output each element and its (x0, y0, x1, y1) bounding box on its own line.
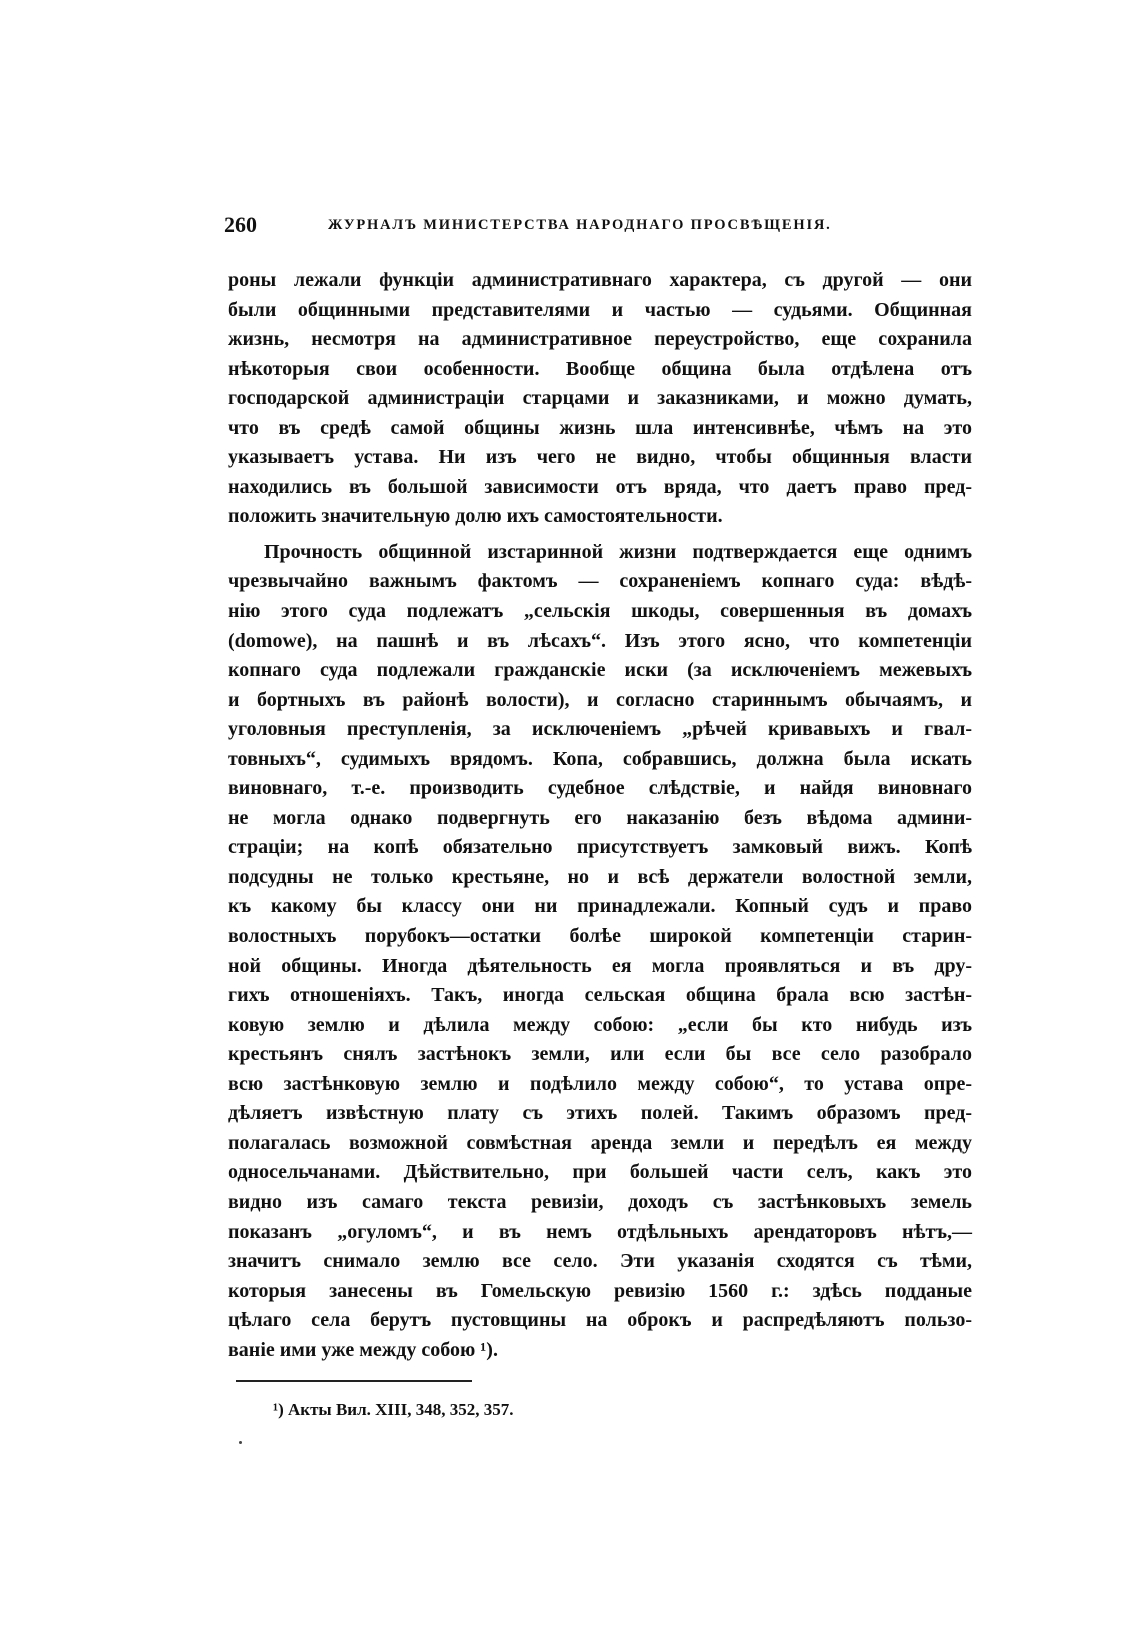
text-line: виновнаго, т.-е. производить судебное слѣдствіе, и найдя виновнаго (228, 777, 972, 800)
text-line: жизнь, несмотря на административное переустройство, еще сохранила (228, 328, 972, 351)
text-line: господарской администраціи старцами и заказниками, и можно думать, (228, 387, 972, 410)
text-line: нію этого суда подлежатъ „сельскія шкоды, совершенныя въ домахъ (228, 600, 972, 623)
text-line: всю застѣнковую землю и подѣлило между собою“, то устава опре- (228, 1072, 972, 1095)
text-line: роны лежали функціи административнаго характера, съ другой — они (228, 269, 972, 291)
text-line: чрезвычайно важнымъ фактомъ — сохраненіемъ копнаго суда: вѣдѣ- (228, 570, 972, 593)
body-text (228, 266, 972, 1365)
footnote-rule (236, 1380, 472, 1382)
text-line: находились въ большой зависимости отъ вряда, что даетъ право пред- (228, 475, 972, 498)
text-line: уголовныя преступленія, за исключеніемъ „рѣчей кривавыхъ и гвал- (228, 718, 972, 741)
text-line: односельчанами. Дѣйствительно, при большей части селъ, какъ это (228, 1161, 972, 1184)
text-line: гихъ отношеніяхъ. Такъ, иногда сельская община брала всю застѣн- (228, 984, 972, 1007)
text-line: которыя занесены въ Гомельскую ревизію 1560 г.: здѣсь поддaные (228, 1279, 972, 1302)
text-line: крестьянъ снялъ застѣнокъ земли, или если бы все село разобрало (228, 1043, 972, 1066)
text-line: (domowe), на пашнѣ и въ лѣсахъ“. Изъ этого ясно, что компетенціи (228, 629, 972, 652)
page-number: 260 (224, 212, 257, 237)
page-header (224, 212, 974, 242)
paragraph-1 (228, 266, 972, 532)
text-line: страціи; на копѣ обязательно присутствуетъ замковый вижъ. Копѣ (228, 836, 972, 859)
text-line: копнаго суда подлежали гражданскіе иски (за исключеніемъ межевыхъ (228, 659, 972, 682)
text-line: видно изъ самаго текста ревизіи, доходъ съ застѣнковыхъ земель (228, 1190, 972, 1213)
text-line: положить значительную долю ихъ самостоятельности. (228, 505, 723, 528)
text-line: что въ средѣ самой общины жизнь шла интенсивнѣе, чѣмъ на это (228, 416, 972, 439)
text-line: Прочность общинной изстаринной жизни подтверждается еще однимъ (264, 540, 972, 563)
text-line: ной общины. Иногда дѣятельность ея могла проявляться и въ дру- (228, 954, 972, 977)
text-line: полагалась возможной совмѣстная аренда земли и передѣлъ ея между (228, 1131, 972, 1154)
text-line: къ какому бы классу они ни принадлежали. Копный судъ и право (228, 895, 972, 918)
text-line: значитъ снимало землю все село. Эти указанія сходятся съ тѣми, (228, 1250, 972, 1273)
text-line: не могла однако подвергнуть его наказанію безъ вѣдома админи- (228, 806, 972, 829)
text-line: ковую землю и дѣлила между собою: „если бы кто нибудь изъ (228, 1013, 972, 1036)
text-line: нѣкоторыя свои особенности. Вообще община была отдѣлена отъ (228, 357, 972, 380)
text-line: подсудны не только крестьяне, но и всѣ держатели волостной земли, (228, 865, 972, 888)
paragraph-2 (228, 538, 972, 1365)
footnote: ¹) Акты Вил. XIII, 348, 352, 357. (273, 1400, 514, 1419)
text-line: товныхъ“, судимыхъ врядомъ. Копа, собравшись, должна была искать (228, 747, 972, 770)
text-line: волостныхъ порубокъ—остатки болѣе широкой компетенціи старин- (228, 925, 972, 948)
text-line: дѣляетъ извѣстную плату съ этихъ полей. Такимъ образомъ пред- (228, 1102, 972, 1125)
running-head: ЖУРНАЛЪ МИНИСТЕРСТВА НАРОДНАГО ПРОСВѢЩЕНІЯ. (328, 217, 832, 233)
text-line: указываетъ устава. Ни изъ чего не видно, чтобы общинныя власти (228, 446, 972, 469)
scan-speck (239, 1441, 242, 1444)
text-line: ваніе ими уже между собою ¹). (228, 1338, 498, 1361)
text-line: цѣлаго села берутъ пустовщины на оброкъ и распредѣляютъ пользо- (228, 1309, 972, 1332)
text-line: и бортныхъ въ районѣ волости), и согласно стариннымъ обычаямъ, и (228, 688, 972, 711)
text-line: показанъ „огуломъ“, и въ немъ отдѣльныхъ арендаторовъ нѣтъ,— (228, 1220, 972, 1243)
text-line: были общинными представителями и частью — судьями. Общинная (228, 298, 972, 321)
